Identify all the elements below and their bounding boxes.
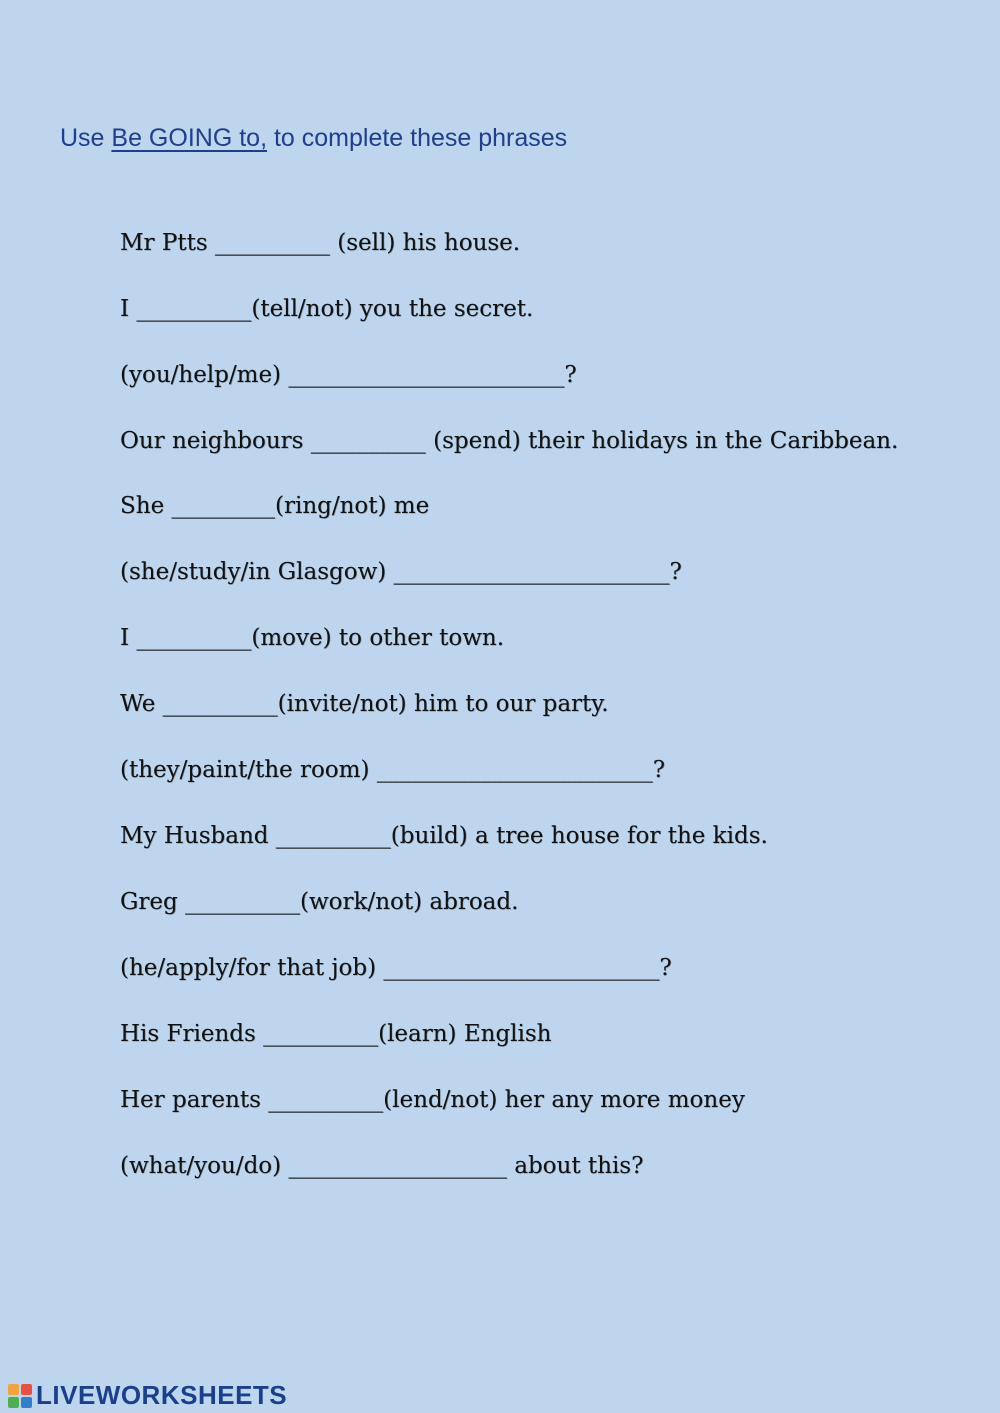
brand-name: LIVEWORKSHEETS — [36, 1380, 288, 1410]
exercise-item: I __________(move) to other town. — [120, 625, 505, 651]
exercise-item: Greg __________(work/not) abroad. — [120, 889, 519, 915]
exercise-item: His Friends __________(learn) English — [120, 1021, 552, 1047]
exercise-item: Our neighbours __________ (spend) their holidays in the Caribbean. — [120, 428, 899, 454]
liveworksheets-logo-icon — [8, 1384, 32, 1408]
instruction-heading — [60, 124, 567, 153]
instruction-prefix: Use — [60, 124, 112, 152]
exercise-item: We __________(invite/not) him to our party. — [120, 691, 609, 717]
instruction-suffix: to complete these phrases — [267, 124, 568, 152]
instruction-emphasis: Be GOING to, — [111, 124, 268, 152]
exercise-item: (they/paint/the room) ________________________? — [120, 757, 666, 783]
liveworksheets-footer[interactable] — [8, 1380, 287, 1411]
exercise-item: (he/apply/for that job) ________________________? — [120, 955, 672, 981]
exercise-item: I __________(tell/not) you the secret. — [120, 296, 534, 322]
exercise-item: Mr Ptts __________ (sell) his house. — [120, 230, 521, 256]
exercise-item: (she/study/in Glasgow) ________________________? — [120, 559, 682, 585]
exercise-item: My Husband __________(build) a tree house for the kids. — [120, 823, 768, 849]
exercise-item: (you/help/me) ________________________? — [120, 362, 577, 388]
exercise-item: She _________(ring/not) me — [120, 493, 430, 519]
exercise-item: (what/you/do) ___________________ about this? — [120, 1153, 644, 1179]
exercise-item: Her parents __________(lend/not) her any more money — [120, 1087, 745, 1113]
